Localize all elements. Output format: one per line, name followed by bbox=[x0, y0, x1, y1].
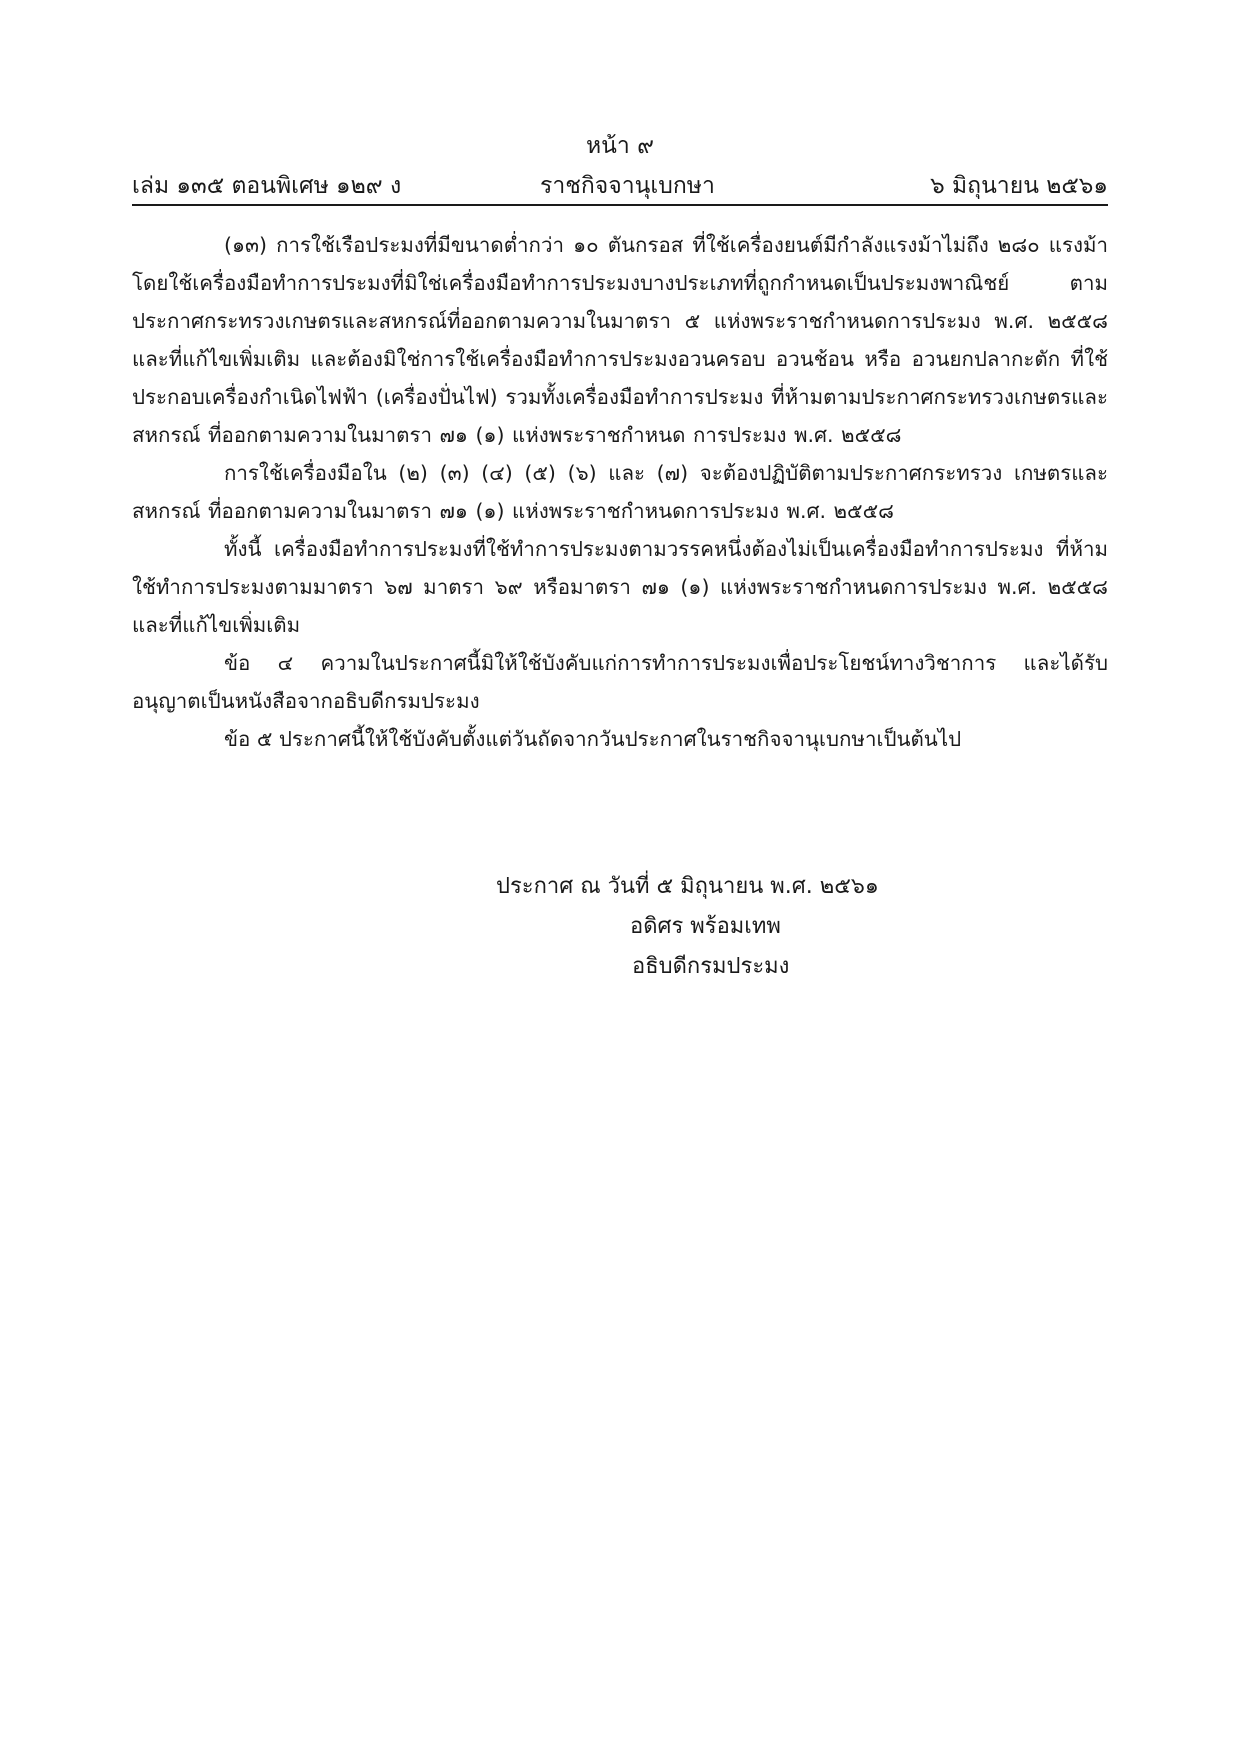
signatory-name: อดิศร พร้อมเทพ bbox=[630, 914, 781, 939]
clause-5: ข้อ ๕ ประกาศนี้ให้ใช้บังคับตั้งแต่วันถัดจากวันประกาศในราชกิจจานุเบกษาเป็นต้นไป bbox=[224, 727, 962, 751]
header-divider bbox=[132, 204, 1108, 206]
page-number: หน้า ๙ bbox=[586, 133, 654, 159]
clause-4: ข้อ ๔ ความในประกาศนี้มิให้ใช้บังคับแก่การทำการประมงเพื่อประโยชน์ทางวิชาการ และได้รับอนุญาตเป็นหนังสือจากอธิบดีกรมประมง bbox=[132, 651, 1108, 713]
paragraph-prohibited-tools: ทั้งนี้ เครื่องมือทำการประมงที่ใช้ทำการประมงตามวรรคหนึ่งต้องไม่เป็นเครื่องมือทำการประมง ที่ห้ามใช้ทำการประมงตามมาตรา ๖๗ มาตรา ๖๙ หรือมาตรา ๗๑ (๑) แห่งพระราชกำหนดการประมง พ.ศ. ๒๕๕๘ และที่แก้ไขเพิ่มเติม bbox=[132, 537, 1108, 637]
publication-date: ๖ มิถุนายน ๒๕๖๑ bbox=[930, 173, 1108, 199]
signatory-title: อธิบดีกรมประมง bbox=[632, 954, 790, 979]
announcement-date: ประกาศ ณ วันที่ ๕ มิถุนายน พ.ศ. ๒๕๖๑ bbox=[496, 874, 879, 899]
document-body bbox=[132, 226, 1108, 758]
paragraph-tools-compliance: การใช้เครื่องมือใน (๒) (๓) (๔) (๕) (๖) และ (๗) จะต้องปฏิบัติตามประกาศกระทรวง เกษตรและสหกรณ์ ที่ออกตามความในมาตรา ๗๑ (๑) แห่งพระราชกำหนดการประมง พ.ศ. ๒๕๕๘ bbox=[132, 461, 1108, 523]
volume-issue: เล่ม ๑๓๕ ตอนพิเศษ ๑๒๙ ง bbox=[132, 173, 402, 199]
publication-name: ราชกิจจานุเบกษา bbox=[540, 173, 715, 199]
gazette-header bbox=[132, 168, 1108, 200]
paragraph-item-13: (๑๓) การใช้เรือประมงที่มีขนาดต่ำกว่า ๑๐ ตันกรอส ที่ใช้เครื่องยนต์มีกำลังแรงม้าไม่ถึง ๒๘๐ แรงม้า โดยใช้เครื่องมือทำการประมงที่มิใช่เครื่องมือทำการประมงบางประเภทที่ถูกกำหนดเป็นประมงพาณิชย์ ตามประกาศกระทรวงเกษตรและสหกรณ์ที่ออกตามความในมาตรา ๕ แห่งพระราชกำหนดการประมง พ.ศ. ๒๕๕๘ และที่แก้ไขเพิ่มเติม และต้องมิใช่การใช้เครื่องมือทำการประมงอวนครอบ อวนช้อน หรือ อวนยกปลากะตัก ที่ใช้ประกอบเครื่องกำเนิดไฟฟ้า (เครื่องปั่นไฟ) รวมทั้งเครื่องมือทำการประมง ที่ห้ามตามประกาศกระทรวงเกษตรและสหกรณ์ ที่ออกตามความในมาตรา ๗๑ (๑) แห่งพระราชกำหนด การประมง พ.ศ. ๒๕๕๘ bbox=[132, 233, 1108, 447]
